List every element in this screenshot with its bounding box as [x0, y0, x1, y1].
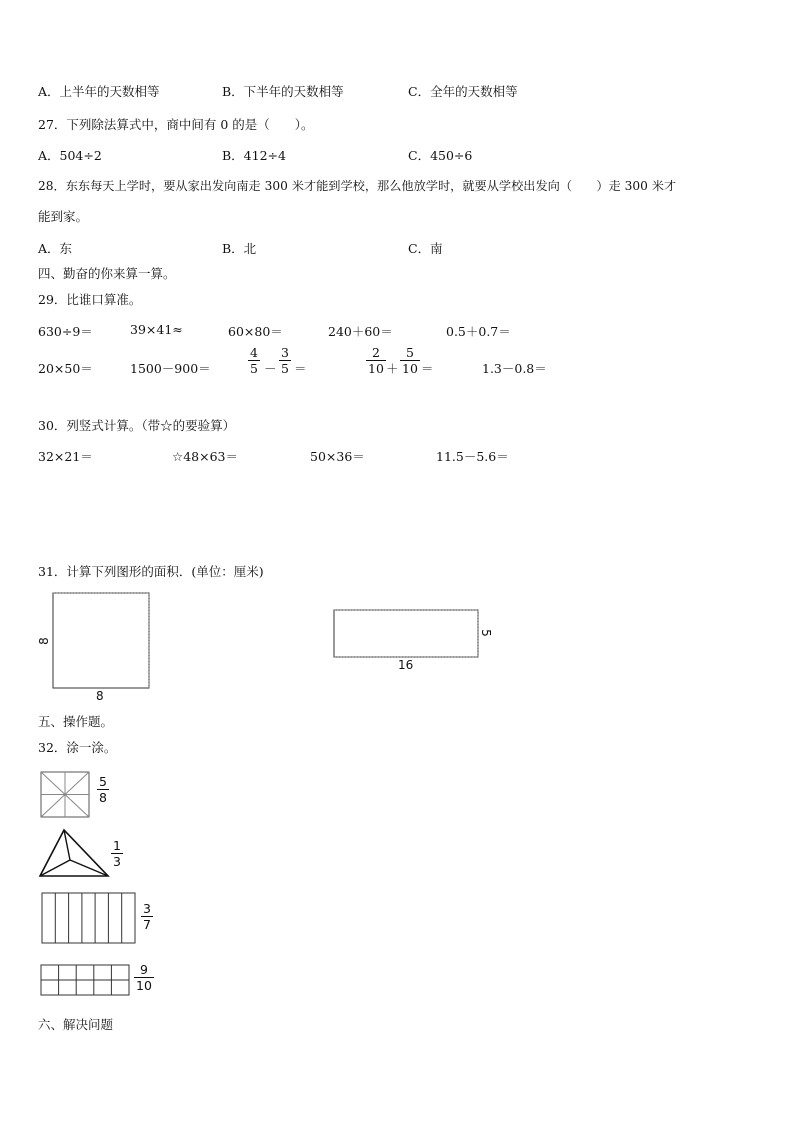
fraction-denominator: 7: [143, 917, 151, 932]
q30-item: ☆48×63＝: [172, 449, 238, 464]
fraction-numerator: 2: [371, 345, 380, 360]
q28-stem-line1: 28．东东每天上学时，要从家出发向南走 300 米才能到学校，那么他放学时，就要从学校出发向（ ）走 300 米才: [38, 179, 677, 193]
square-bottom-label: 8: [96, 689, 104, 703]
fraction-numerator: 5: [405, 345, 414, 360]
q27-stem: 27．下列除法算式中，商中间有 0 的是（ ）。: [38, 117, 314, 132]
fraction-numerator: 3: [143, 901, 151, 916]
operator: －: [264, 361, 277, 376]
q29-fraction: [366, 345, 386, 376]
fraction-numerator: 9: [139, 962, 148, 977]
q29-stem: 29．比谁口算准。: [38, 292, 142, 307]
equals-sign: ＝: [294, 361, 307, 376]
square-side-label: 8: [36, 637, 51, 645]
q27-option-a: A．504÷2: [38, 148, 102, 163]
q29-item: 240＋60＝: [328, 324, 393, 339]
q29-fraction: [400, 345, 420, 376]
section6-title: 六、解决问题: [38, 1017, 114, 1032]
seven-column-rect-figure: [42, 893, 135, 943]
q27-option-b: B．412÷4: [222, 148, 286, 163]
fraction-numerator: 1: [113, 838, 121, 853]
q30-stem: 30．列竖式计算。（带☆的要验算）: [38, 418, 236, 433]
q32-fraction: [134, 962, 154, 993]
q30-item: 50×36＝: [310, 449, 365, 464]
fraction-denominator: 10: [368, 361, 384, 376]
q28-option-b: B．北: [222, 241, 257, 256]
fraction-denominator: 3: [113, 854, 121, 869]
q30-item: 32×21＝: [38, 449, 93, 464]
q29-item: 1.3－0.8＝: [482, 361, 547, 376]
q26-option-a: A．上半年的天数相等: [38, 84, 160, 99]
fraction-denominator: 10: [136, 978, 152, 993]
q31-stem: 31．计算下列图形的面积．(单位：厘米): [38, 564, 264, 579]
octant-square-figure: [41, 772, 89, 817]
ten-cell-grid-figure: [41, 965, 129, 995]
section4-title: 四、勤奋的你来算一算。: [38, 266, 176, 281]
q32-fraction: [141, 901, 153, 932]
q29-item: 630÷9＝: [38, 324, 93, 339]
section5-title: 五、操作题。: [38, 714, 114, 729]
q29-item: 0.5＋0.7＝: [446, 324, 511, 339]
q26-option-b: B．下半年的天数相等: [222, 84, 344, 99]
q28-option-a: A．东: [38, 241, 73, 256]
q26-option-c: C．全年的天数相等: [408, 84, 518, 99]
q30-item: 11.5－5.6＝: [436, 449, 509, 464]
fraction-numerator: 4: [250, 345, 258, 360]
q27-option-c: C．450÷6: [408, 148, 473, 163]
q29-item: 20×50＝: [38, 361, 93, 376]
fraction-denominator: 5: [281, 361, 289, 376]
q32-fraction: [111, 838, 123, 869]
fraction-denominator: 10: [402, 361, 418, 376]
equals-sign: ＝: [421, 361, 434, 376]
q32-stem: 32．涂一涂。: [38, 740, 117, 755]
fraction-numerator: 3: [281, 345, 289, 360]
q28-option-c: C．南: [408, 241, 443, 256]
q29-item: 1500－900＝: [130, 361, 211, 376]
divided-triangle-figure: [40, 830, 108, 876]
rect-bottom-label: 16: [398, 658, 414, 672]
fraction-numerator: 5: [99, 774, 107, 789]
operator: ＋: [386, 361, 399, 376]
q32-fraction: [97, 774, 109, 805]
q29-fraction: [248, 345, 260, 376]
q29-fraction: [279, 345, 291, 376]
q29-item: 60×80＝: [228, 324, 283, 339]
rect-side-label: 5: [478, 629, 493, 637]
fraction-denominator: 5: [250, 361, 258, 376]
q29-item: 39×41≈: [130, 322, 183, 337]
fraction-denominator: 8: [99, 790, 107, 805]
q28-stem-line2: 能到家。: [38, 209, 89, 224]
